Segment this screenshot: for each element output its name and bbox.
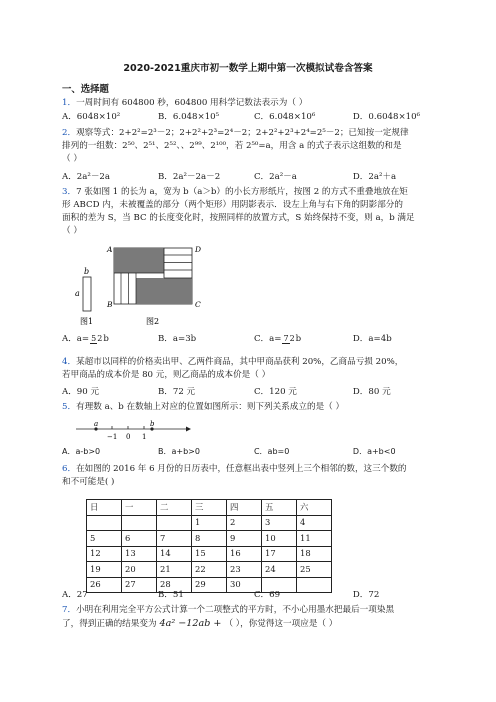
calendar-cell: 29: [192, 577, 227, 593]
question-line: 某超市以同样的价格卖出甲、乙两件商品，其中甲商品获利 20%，乙商品亏损 20%，: [76, 357, 404, 367]
question-number: 4．: [62, 357, 77, 367]
option-c[interactable]: C．69: [253, 590, 281, 600]
calendar-cell: 25: [297, 562, 332, 578]
calendar-cell: 10: [262, 531, 297, 547]
question-4: [62, 356, 442, 382]
calendar-cell: 四: [227, 500, 262, 516]
fig1-caption: 图1: [80, 317, 94, 326]
calendar-cell: 14: [157, 546, 192, 562]
calendar-cell: 22: [192, 562, 227, 578]
section-heading: 一、选择题: [62, 84, 109, 95]
option-b[interactable]: B．6.048×10⁵: [157, 112, 220, 122]
question-3: [62, 186, 442, 238]
calendar-cell: 二: [157, 500, 192, 516]
question-line: 和不可能是( ): [62, 476, 115, 487]
option-c[interactable]: C．6.048×10⁶: [253, 112, 316, 122]
calendar-cell: [157, 515, 192, 531]
calendar-cell: 6: [122, 531, 157, 547]
option-a[interactable]: A．a-b>0: [62, 447, 101, 456]
tick-minus-one: −1: [107, 433, 118, 441]
calendar-cell: 8: [192, 531, 227, 547]
question-number: 6．: [62, 464, 77, 474]
question-number: 5．: [62, 402, 77, 412]
number-line-figure: [74, 420, 194, 444]
question-text: 有理数 a、b 在数轴上对应的位置如图所示：则下列关系成立的是（ ）: [76, 402, 345, 412]
calendar-cell: 20: [122, 562, 157, 578]
calendar-cell: 7: [157, 531, 192, 547]
shaded-bottom-right: [136, 278, 192, 304]
question-2: [62, 127, 442, 166]
calendar-cell: 23: [227, 562, 262, 578]
question-1: [62, 97, 442, 110]
calendar-cell: 19: [87, 562, 122, 578]
calendar-cell: 15: [192, 546, 227, 562]
calendar-cell: 13: [122, 546, 157, 562]
question-5: [62, 401, 442, 414]
question-3-figure: [70, 244, 220, 330]
calendar-cell: 3: [262, 515, 297, 531]
calendar-cell: 9: [227, 531, 262, 547]
option-b[interactable]: B．a+b>0: [157, 447, 200, 456]
option-a[interactable]: A．27: [62, 590, 88, 600]
math-expression: 4a² −12ab +: [159, 617, 222, 629]
question-line: 形 ABCD 内，未被覆盖的部分（两个矩形）用阴影表示．设左上角与右下角的阴影部分的: [62, 199, 403, 210]
calendar-cell: 4: [297, 515, 332, 531]
option-a[interactable]: A．90 元: [62, 387, 100, 397]
question-5-options: [62, 446, 442, 458]
calendar-cell: 5: [87, 531, 122, 547]
calendar-cell: 17: [262, 546, 297, 562]
option-a[interactable]: A．6048×10²: [62, 112, 121, 122]
calendar-cell: 三: [192, 500, 227, 516]
option-b[interactable]: B．72 元: [157, 387, 196, 397]
page-title: 2020-2021重庆市初一数学上期中第一次模拟试卷含答案: [123, 63, 373, 74]
question-line: （ ）: [62, 153, 82, 164]
calendar-cell: 28: [157, 577, 192, 593]
vertex-c: C: [195, 300, 201, 309]
calendar-row: [87, 546, 332, 562]
calendar-header-row: [87, 500, 332, 516]
question-line: 若甲商品的成本价是 80 元，则乙商品的成本价是（ ）: [62, 369, 271, 380]
calendar-cell: 日: [87, 500, 122, 516]
question-line: 小明在利用完全平方公式计算一个二项整式的平方时，不小心用墨水把最后一项染黑: [76, 605, 395, 615]
shaded-top-left: [114, 248, 164, 273]
calendar-cell: 1: [192, 515, 227, 531]
calendar-cell: 六: [297, 500, 332, 516]
vertex-d: D: [195, 245, 202, 254]
option-a[interactable]: A．2a²－2a: [62, 172, 111, 182]
question-line: 7 张如图 1 的长为 a，宽为 b（a＞b）的小长方形纸片，按图 2 的方式不重叠地放在矩: [76, 187, 408, 197]
fig2-caption: 图2: [146, 317, 160, 326]
option-d[interactable]: D．72: [352, 590, 380, 600]
question-number: 7．: [62, 605, 77, 615]
calendar-row: [87, 562, 332, 578]
calendar-cell: 11: [297, 531, 332, 547]
calendar-cell: 30: [227, 577, 262, 593]
option-d[interactable]: D．0.6048×10⁶: [352, 112, 421, 122]
fig1-label-a: a: [75, 289, 80, 298]
calendar-cell: 24: [262, 562, 297, 578]
calendar-cell: 21: [157, 562, 192, 578]
question-1-options: [62, 111, 442, 124]
calendar-row: [87, 515, 332, 531]
option-b[interactable]: B．2a²－2a－2: [157, 172, 221, 182]
question-4-options: [62, 386, 442, 399]
option-b[interactable]: B．a=3b: [157, 334, 197, 344]
option-c[interactable]: C．a= 72b: [253, 333, 302, 344]
question-6-options: [62, 589, 442, 602]
calendar-table: [86, 499, 332, 593]
calendar-cell: 26: [87, 577, 122, 593]
question-2-options: [62, 171, 442, 184]
question-number: 3．: [62, 187, 77, 197]
question-number: 2．: [62, 128, 77, 138]
vertex-b: B: [107, 300, 113, 309]
tick-one: 1: [142, 433, 147, 441]
option-d[interactable]: D．a+b<0: [352, 447, 396, 456]
vertex-a: A: [107, 245, 113, 254]
calendar-row: [87, 531, 332, 547]
calendar-cell: 一: [122, 500, 157, 516]
question-line: 了，得到正确的结果变为: [62, 618, 157, 629]
label-a: a: [94, 420, 99, 428]
tick-zero: 0: [126, 433, 131, 441]
fig1-label-b: b: [84, 267, 90, 276]
calendar-cell: 2: [227, 515, 262, 531]
option-a[interactable]: A．a= 52b: [62, 333, 109, 344]
question-line: 面积的差为 S，当 BC 的长度变化时，按照同样的放置方式，S 始终保持不变，则 a，b 满足: [62, 212, 415, 223]
arrow-icon: [186, 427, 191, 432]
question-text: 一周时间有 604800 秒，604800 用科学记数法表示为（ ）: [76, 98, 308, 108]
calendar-cell: 27: [122, 577, 157, 593]
question-line: 观察等式：2+2²=2³－2；2+2²+2³=2⁴－2；2+2²+2³+2⁴=2⁵－2；已知按一定规律: [76, 128, 409, 138]
option-b[interactable]: B．51: [157, 590, 184, 600]
option-d[interactable]: D．80 元: [352, 387, 391, 397]
question-line: 在如图的 2016 年 6 月份的日历表中，任意框出表中竖列上三个相邻的数，这三个数的: [76, 464, 407, 474]
option-c[interactable]: C．ab=0: [253, 447, 290, 456]
fig1-rectangle: [83, 277, 91, 311]
calendar-cell: [122, 515, 157, 531]
question-6: [62, 463, 442, 489]
question-line: 排列的一组数：2⁵⁰、2⁵¹、2⁵²、、2⁹⁹、2¹⁰⁰，若 2⁵⁰=a，用含 a 的式子表示这组数的和是: [62, 140, 402, 151]
question-number: 1．: [62, 98, 77, 108]
question-7: [62, 604, 442, 631]
question-line: （ ）: [62, 225, 82, 236]
calendar-cell: 12: [87, 546, 122, 562]
calendar-cell: [87, 515, 122, 531]
label-b: b: [150, 420, 155, 428]
calendar-cell: 18: [297, 546, 332, 562]
question-line: （ ），你觉得这一项应是（ ）: [224, 618, 338, 629]
option-d[interactable]: D．2a²＋a: [352, 172, 397, 182]
option-d[interactable]: D．a=4b: [352, 334, 392, 344]
calendar-cell: 16: [227, 546, 262, 562]
question-3-options: [62, 333, 442, 346]
option-c[interactable]: C．120 元: [253, 387, 297, 397]
option-c[interactable]: C．2a²－a: [253, 172, 297, 182]
calendar-cell: 五: [262, 500, 297, 516]
